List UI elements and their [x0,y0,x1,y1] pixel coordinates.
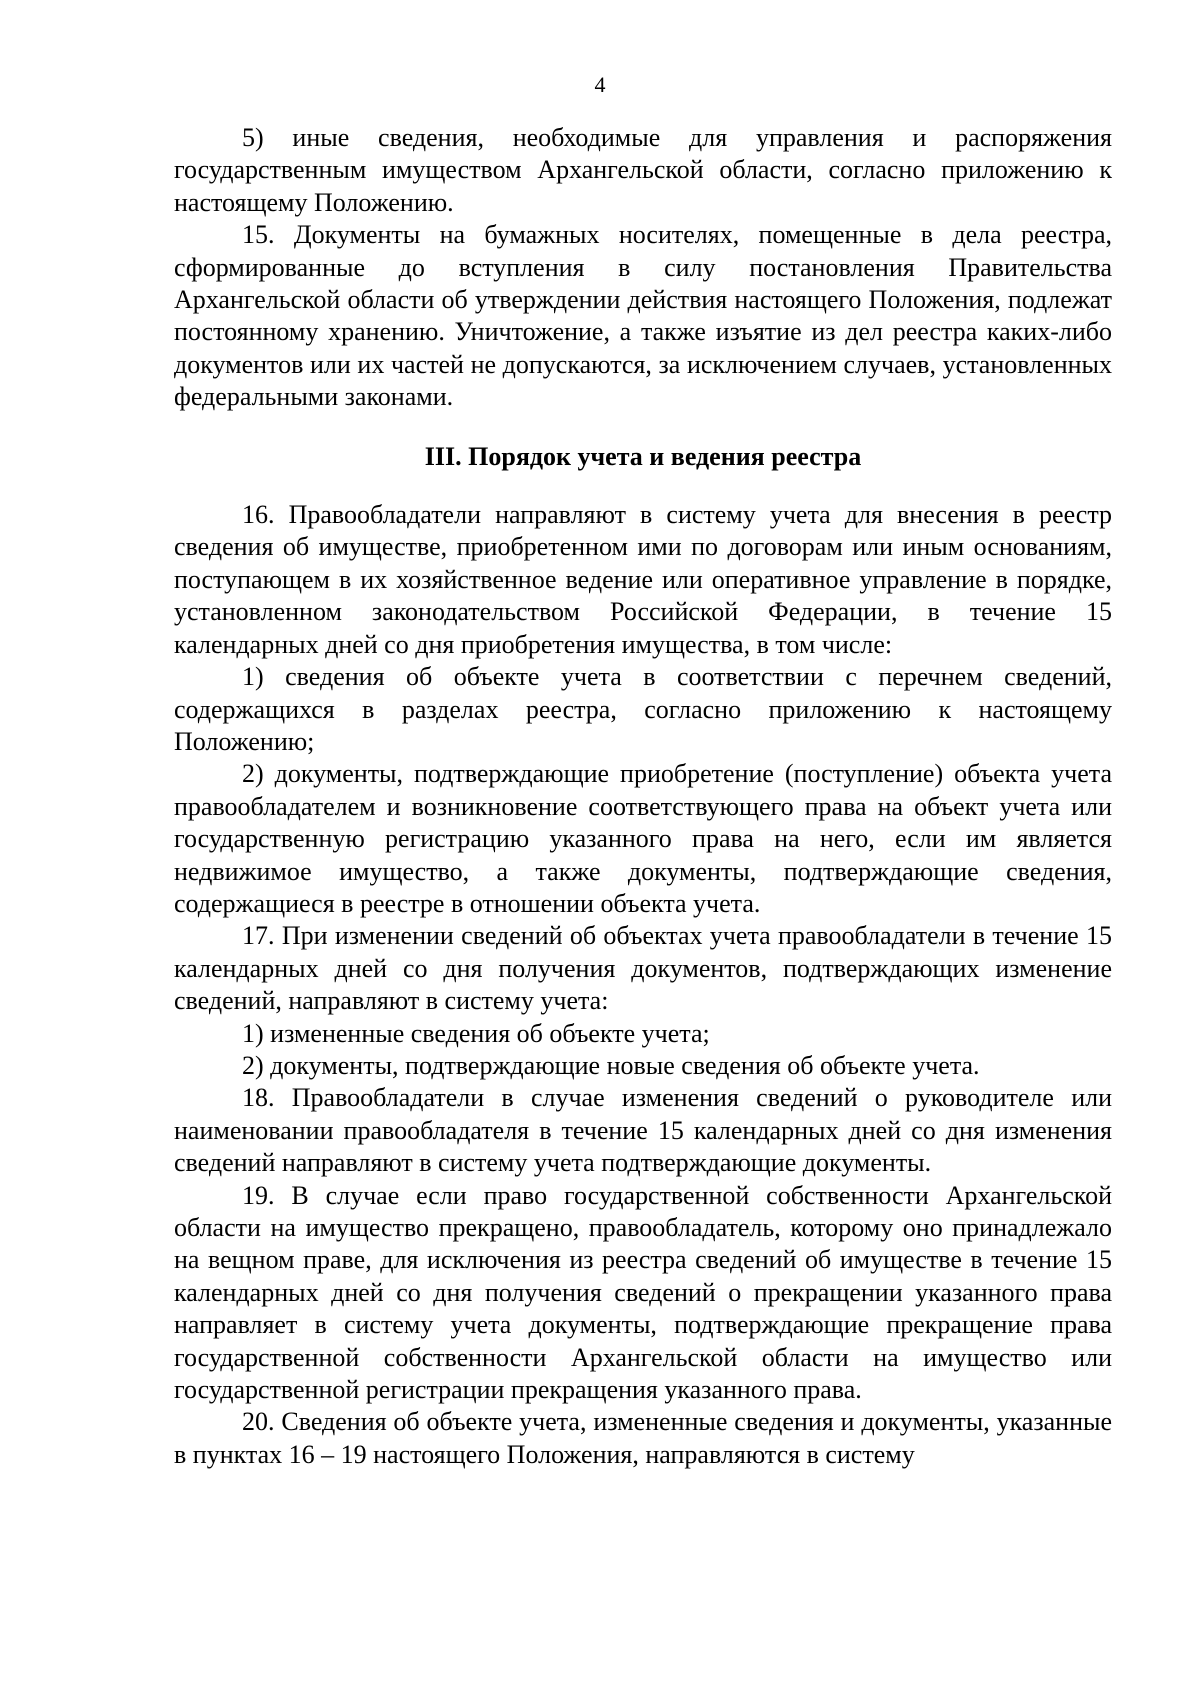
paragraph-16-item-1: 1) сведения об объекте учета в соответствии с перечнем сведений, содержащихся в разделах реестра, согласно приложению к настоящему Положению; [174,662,1112,756]
paragraph-16-item-2: 2) документы, подтверждающие приобретение (поступление) объекта учета правообладателем и возникновение соответствующего права на объект учета или государственную регистрацию указанного права на него, если им является недвижимое имущество, а также документы, подтверждающие сведения, содержащиеся в реестре в отношении объекта учета. [174,759,1112,918]
paragraph-15: 15. Документы на бумажных носителях, помещенные в дела реестра, сформированные до вступления в силу постановления Правительства Архангельской области об утверждении действия настоящего Положения, подлежат постоянному хранению. Уничтожение, а также изъятие из дел реестра каких-либо документов или их частей не допускаются, за исключением случаев, установленных федеральными законами. [174,220,1112,412]
paragraph-19: 19. В случае если право государственной собственности Архангельской области на имущество прекращено, правообладатель, которому оно принадлежало на вещном праве, для исключения из реестра сведений об имуществе в течение 15 календарных дней со дня получения сведений о прекращении указанного права направляет в систему учета документы, подтверждающие прекращение права государственной собственности Архангельской области на имущество или государственной регистрации прекращения указанного права. [174,1180,1112,1405]
paragraph-17-item-2: 2) документы, подтверждающие новые сведения об объекте учета. [242,1050,980,1080]
page-number: 4 [594,72,606,97]
paragraph-17-item-1: 1) измененные сведения об объекте учета; [242,1018,710,1048]
paragraph-17: 17. При изменении сведений об объектах учета правообладатели в течение 15 календарных дней со дня получения документов, подтверждающих изменение сведений, направляют в систему учета: [174,921,1112,1016]
document-body [174,122,1112,1471]
paragraph-20: 20. Сведения об объекте учета, измененные сведения и документы, указанные в пунктах 16 – 19 настоящего Положения, направляются в систему [174,1407,1112,1469]
section-heading: III. Порядок учета и ведения реестра [424,441,862,471]
paragraph-16: 16. Правообладатели направляют в систему учета для внесения в реестр сведения об имуществе, приобретенном ими по договорам или иным основаниям, поступающем в их хозяйственное ведение или оперативное управление в порядке, установленном законодательством Российской Федерации, в течение 15 календарных дней со дня приобретения имущества, в том числе: [174,500,1112,659]
paragraph-18: 18. Правообладатели в случае изменения сведений о руководителе или наименовании правообладателя в течение 15 календарных дней со дня изменения сведений направляют в систему учета подтверждающие документы. [174,1083,1112,1178]
paragraph-5-other-info: 5) иные сведения, необходимые для управления и распоряжения государственным имуществом Архангельской области, согласно приложению к настоящему Положению. [174,123,1112,217]
